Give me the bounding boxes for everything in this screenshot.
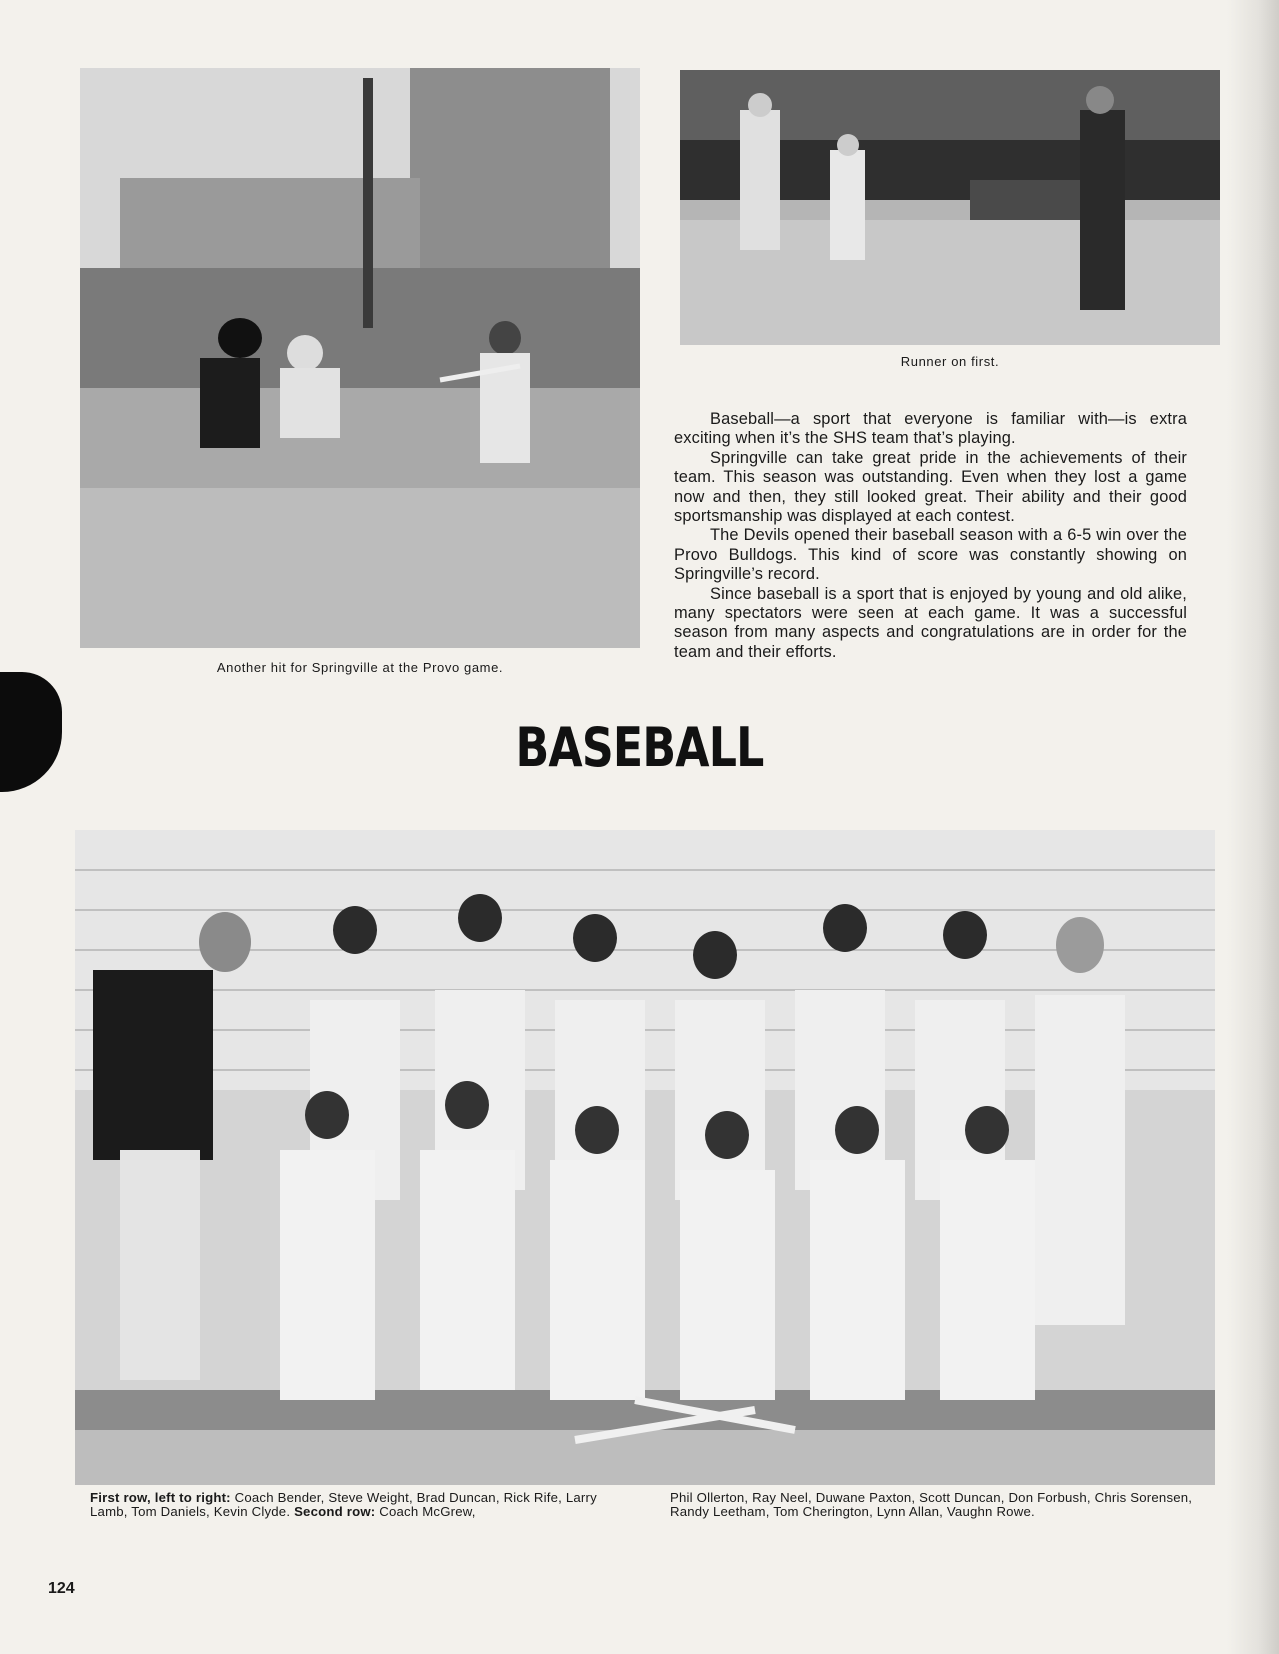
binder-clip xyxy=(0,672,62,792)
first-row-label: First row, left to right: xyxy=(90,1490,235,1505)
roster-caption-right xyxy=(670,1491,1200,1519)
second-row-label: Second row: xyxy=(294,1504,380,1519)
batter-photo-caption: Another hit for Springville at the Provo game. xyxy=(216,660,504,675)
page-edge-shadow xyxy=(1227,0,1279,1654)
batter-photo xyxy=(80,68,640,648)
batter-photo-art xyxy=(80,68,640,648)
runner-photo-caption: Runner on first. xyxy=(900,354,1000,369)
team-photo-art xyxy=(75,830,1215,1485)
second-row-names-end: Phil Ollerton, Ray Neel, Duwane Paxton, Scott Duncan, Don Forbush, Chris Sorensen, Randy Leetham, Tom Cherington, Lynn Allan, Vaughn Rowe. xyxy=(670,1490,1193,1519)
page-number: 124 xyxy=(48,1580,75,1597)
page-title: BASEBALL xyxy=(515,716,764,779)
roster-caption-left xyxy=(90,1491,610,1519)
article-paragraph: Baseball—a sport that everyone is familiar with—is extra exciting when it’s the SHS team that’s playing. xyxy=(674,410,1187,448)
article-paragraph: Since baseball is a sport that is enjoyed by young and old alike, many spectators were seen at each game. It was a successful season from many aspects and congratulations are in order for the team and their efforts. xyxy=(674,584,1187,661)
second-row-names-start: Coach McGrew, xyxy=(379,1504,476,1519)
team-photo xyxy=(75,830,1215,1485)
runner-photo-art xyxy=(680,70,1220,345)
runner-photo xyxy=(680,70,1220,345)
first-row-names: Coach Bender, Steve Weight, Brad Duncan, Rick Rife, Larry Lamb, Tom Daniels, Kevin Clyde. xyxy=(90,1490,597,1519)
article-paragraph: Springville can take great pride in the achievements of their team. This season was outstanding. Even when they lost a game now and then, they still looked great. Their ability and their good sportsmanship was displayed at each contest. xyxy=(674,448,1187,526)
article-body xyxy=(674,410,1187,662)
article-paragraph: The Devils opened their baseball season with a 6-5 win over the Provo Bulldogs. This kind of score was constantly showing on Springville’s record. xyxy=(674,526,1187,584)
